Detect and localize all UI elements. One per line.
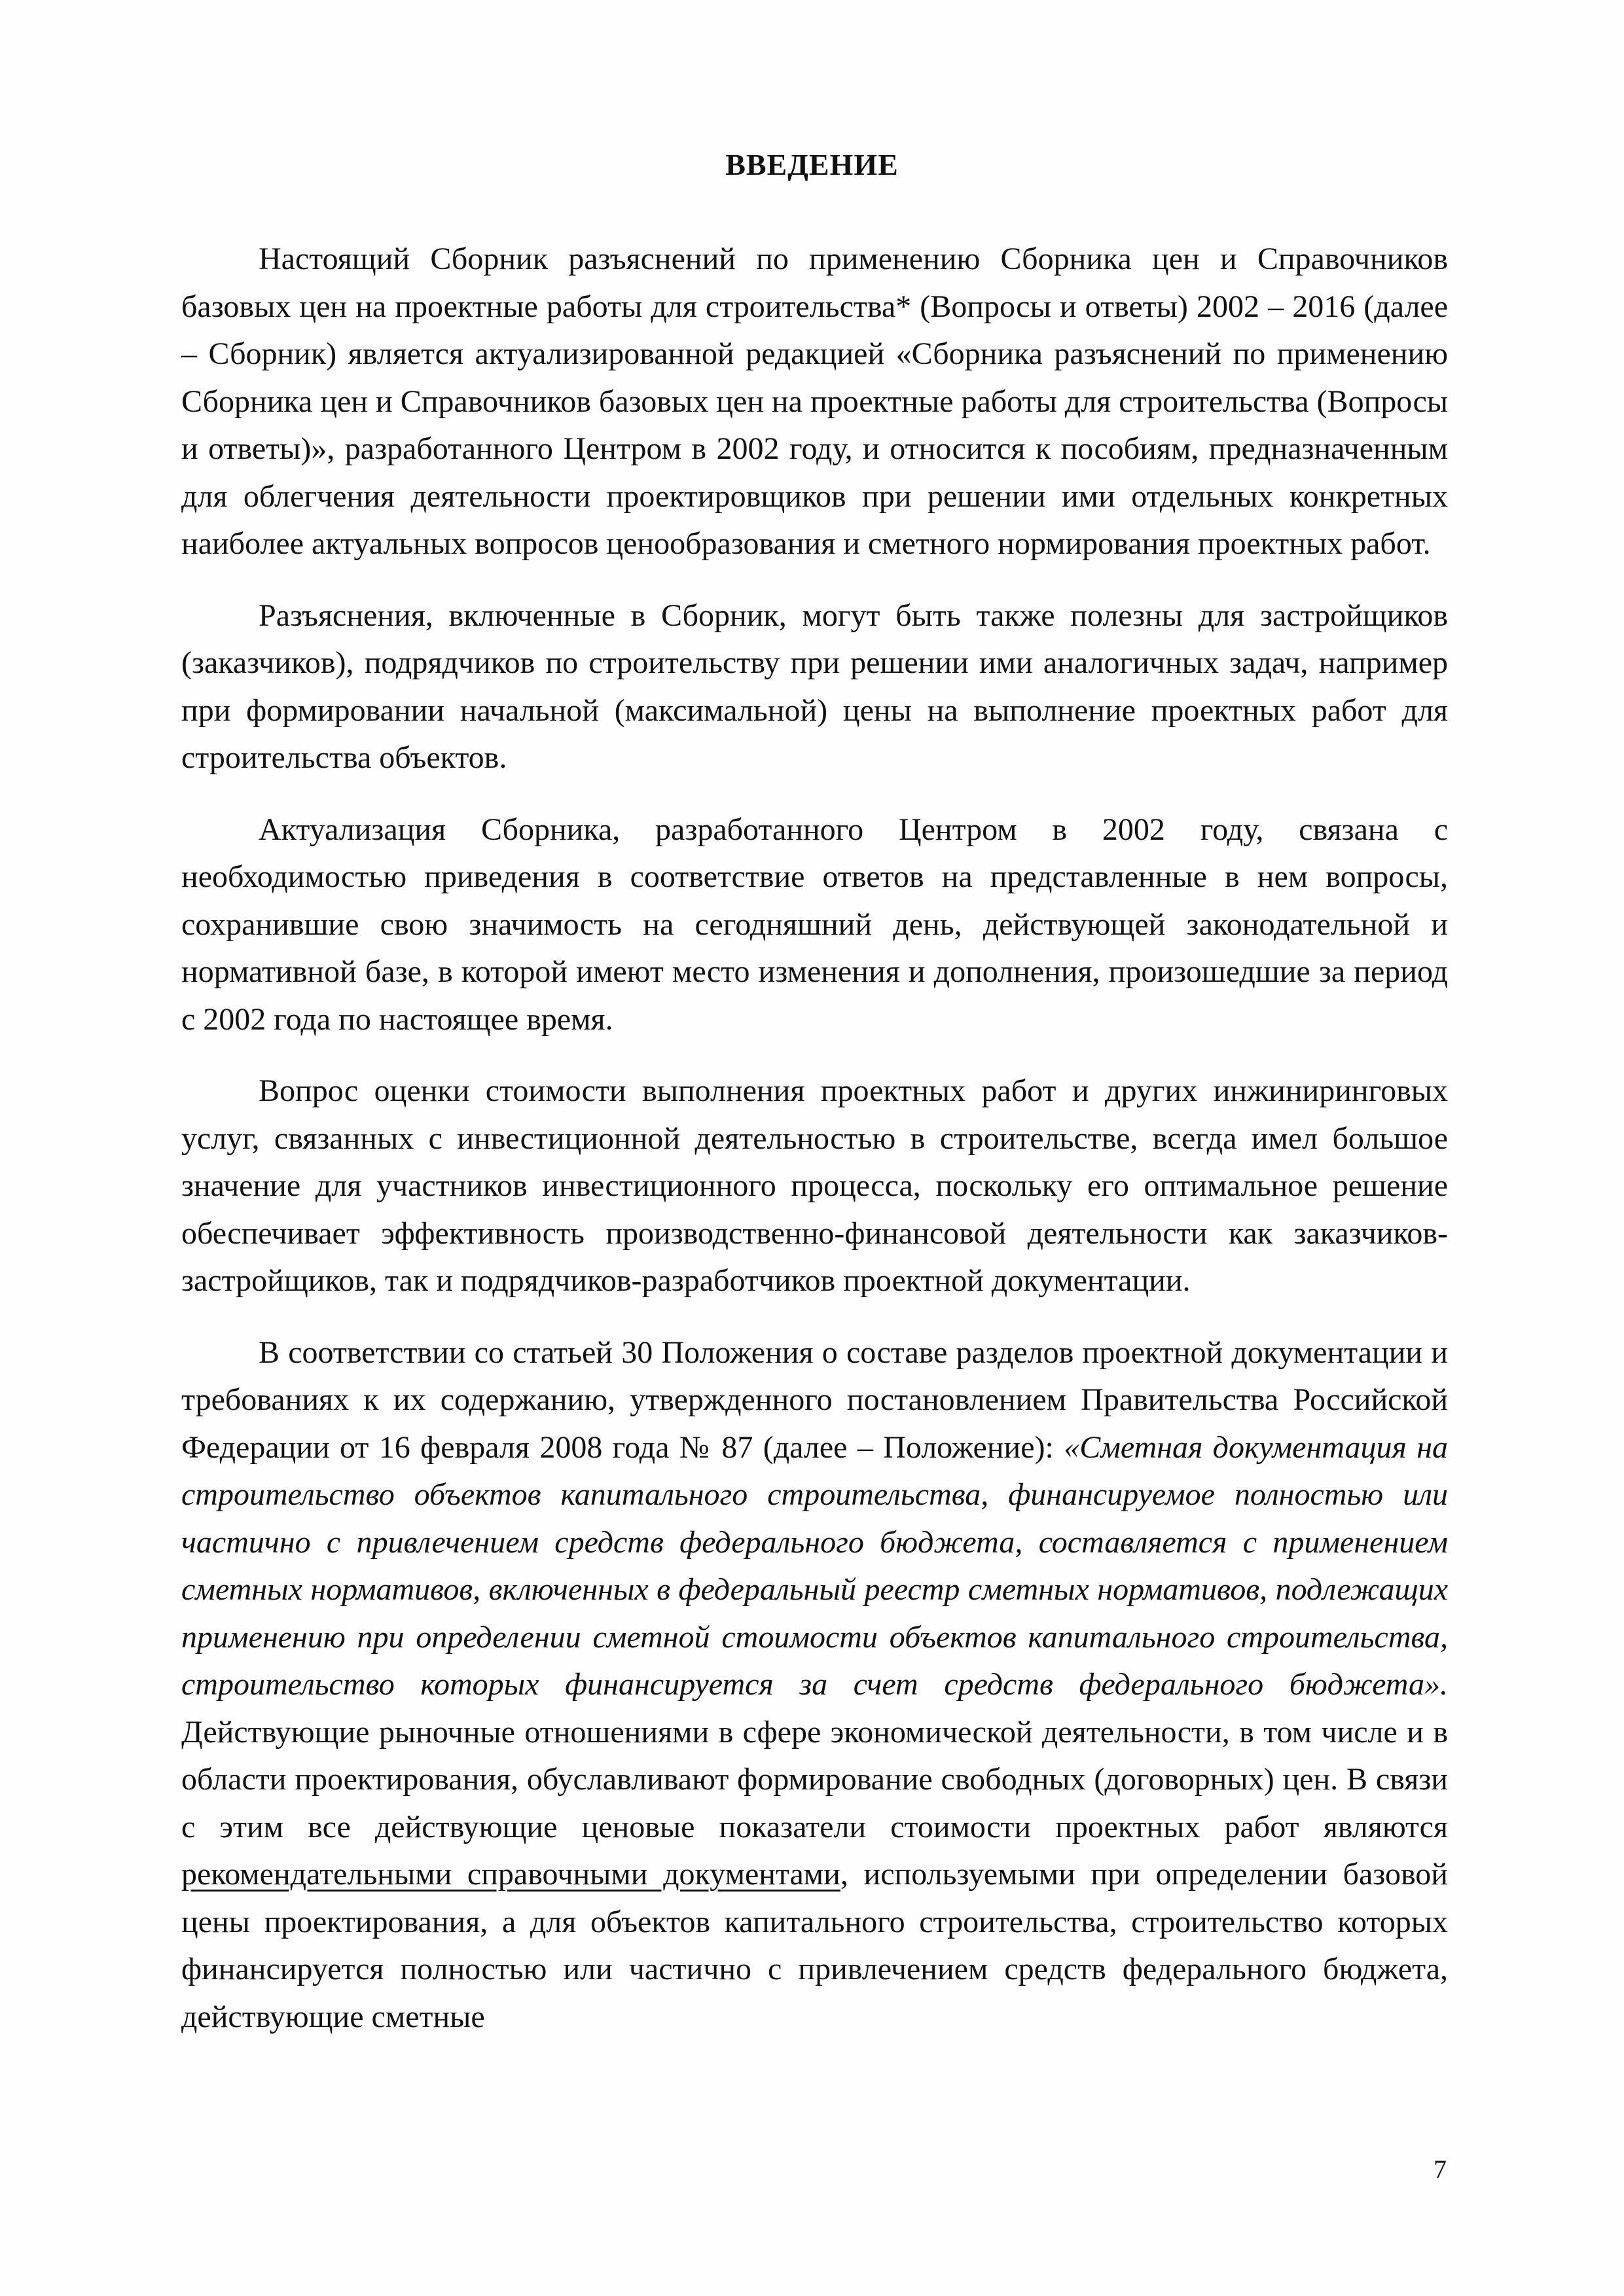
page-number: 7 xyxy=(1434,2155,1447,2184)
paragraph-1: Настоящий Сборник разъяснений по применению Сборника цен и Справочников базовых цен на проектные работы для строительства* (Вопросы и ответы) 2002 – 2016 (далее – Сборник) является актуализированной редакцией «Сборника разъяснений по применению Сборника цен и Справочников базовых цен на проектные работы для строительства (Вопросы и ответы)», разработанного Центром в 2002 году, и относится к пособиям, предназначенным для облегчения деятельности проектировщиков при решении ими отдельных конкретных наиболее актуальных вопросов ценообразования и сметного нормирования проектных работ. xyxy=(181,242,1448,561)
document-body xyxy=(181,236,1448,2041)
paragraph-4: Вопрос оценки стоимости выполнения проектных работ и других инжиниринговых услуг, связанных с инвестиционной деятельностью в строительстве, всегда имел большое значение для участников инвестиционного процесса, поскольку его оптимальное решение обеспечивает эффективность производственно-финансовой деятельности как заказчиков-застройщиков, так и подрядчиков-разработчиков проектной документации. xyxy=(181,1073,1448,1298)
paragraph-5 xyxy=(181,1329,1448,2041)
paragraph-5-underlined: рекомендательными справочными документами xyxy=(181,1857,840,1892)
paragraph-3: Актуализация Сборника, разработанного Центром в 2002 году, связана с необходимостью приведения в соответствие ответов на представленные в нем вопросы, сохранившие свою значимость на сегодняшний день, действующей законодательной и нормативной базе, в которой имеют место изменения и дополнения, произошедшие за период с 2002 года по настоящее время. xyxy=(181,812,1448,1037)
paragraph-5-ending: , используемыми при определении базовой цены проектирования, а для объектов капитального строительства, строительство которых финансируется полностью или частично с привлечением средств федерального бюджета, действующие сметные xyxy=(181,1857,1448,2034)
paragraph-5-continuation: Действующие рыночные отношениями в сфере экономической деятельности, в том числе и в области проектирования, обуславливают формирование свободных (договорных) цен. В связи с этим все действующие ценовые показатели стоимости проектных работ являются xyxy=(181,1714,1448,1844)
page-title: ВВЕДЕНИЕ xyxy=(725,148,899,181)
paragraph-5-intro: В соответствии со статьей 30 Положения о составе разделов проектной документации и требованиях к их содержанию, утвержденного постановлением Правительства Российской Федерации от 16 февраля 2008 года № 87 (далее – Положение): xyxy=(181,1335,1448,1465)
paragraph-2: Разъяснения, включенные в Сборник, могут быть также полезны для застройщиков (заказчиков), подрядчиков по строительству при решении ими аналогичных задач, например при формировании начальной (максимальной) цены на выполнение проектных работ для строительства объектов. xyxy=(181,598,1448,775)
paragraph-5-quote: «Сметная документация на строительство объектов капитального строительства, финансируемое полностью или частично с привлечением средств федерального бюджета, составляется с применением сметных нормативов, включенных в федеральный реестр сметных нормативов, подлежащих применению при определении сметной стоимости объектов капитального строительства, строительство которых финансируется за счет средств федерального бюджета». xyxy=(181,1429,1449,1702)
